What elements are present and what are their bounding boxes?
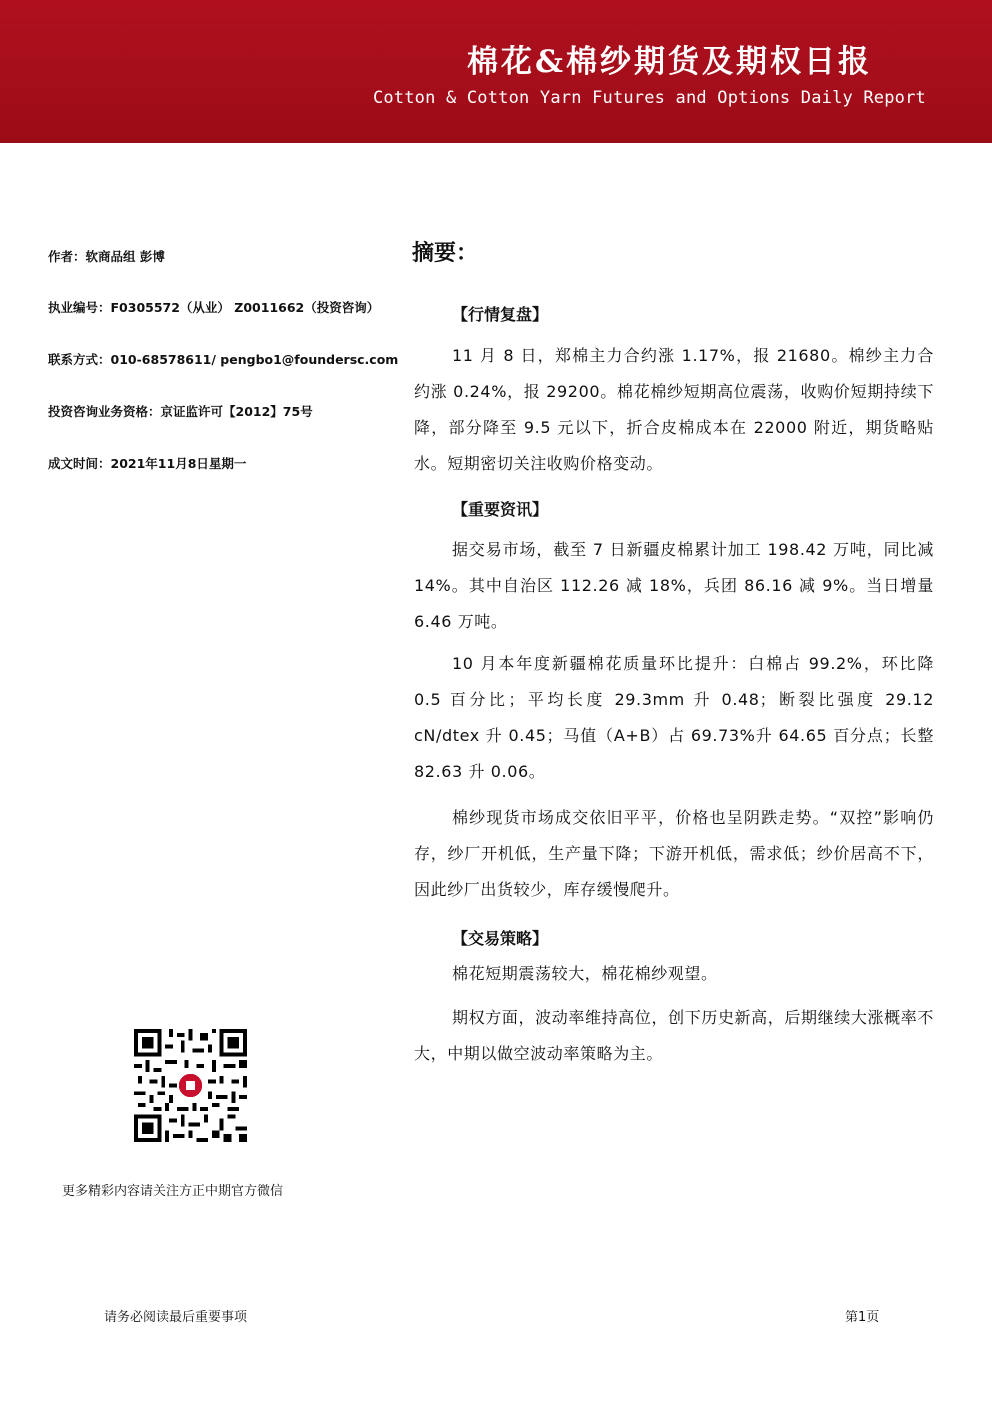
report-title: 棉花&棉纱期货及期权日报 — [467, 44, 872, 80]
date-value: 2021年11月8日星期一 — [110, 456, 247, 471]
contact-line — [48, 350, 398, 368]
strategy-paragraph-1: 棉花短期震荡较大，棉花棉纱观望。 — [452, 964, 718, 983]
section-key-news-heading: 【重要资讯】 — [452, 500, 549, 519]
license-value: F0305572（从业） Z0011662（投资咨询） — [110, 300, 380, 315]
report-subtitle: Cotton & Cotton Yarn Futures and Options Daily Report — [372, 88, 926, 108]
contact-label: 联系方式： — [48, 352, 111, 367]
market-review-paragraph: 11 月 8 日，郑棉主力合约涨 1.17%，报 21680。棉纱主力合约涨 0.24%，报 29200。棉花棉纱短期高位震荡，收购价短期持续下降，部分降至 9.5 元以下，折合皮棉成本在 22000 附近，期货略贴水。短期密切关注收购价格变动。 — [414, 346, 934, 473]
contact-value: 010-68578611/ pengbo1@foundersc.com — [110, 352, 399, 367]
date-label: 成文时间： — [48, 456, 111, 471]
license-line — [48, 298, 379, 316]
qr-caption: 更多精彩内容请关注方正中期官方微信 — [62, 1184, 284, 1199]
qualification-value: 京证监许可【2012】75号 — [160, 404, 313, 419]
key-news-paragraph-2: 10 月本年度新疆棉花质量环比提升：白棉占 99.2%，环比降 0.5 百分比；平均长度 29.3mm 升 0.48；断裂比强度 29.12 cN/dtex 升 0.45；马值（A+B）占 69.73%升 64.65 百分点；长整 82.63 升 0.06。 — [414, 654, 934, 781]
header-banner — [0, 0, 992, 143]
qualification-label: 投资咨询业务资格： — [48, 404, 161, 419]
footer-notice: 请务必阅读最后重要事项 — [104, 1310, 248, 1325]
section-strategy-heading: 【交易策略】 — [452, 929, 549, 948]
author-label: 作者： — [48, 249, 86, 264]
wechat-qr-code-icon — [134, 1029, 247, 1142]
date-line — [48, 454, 246, 472]
page-number: 第1页 — [845, 1310, 880, 1325]
key-news-paragraph-1: 据交易市场，截至 7 日新疆皮棉累计加工 198.42 万吨，同比减 14%。其中自治区 112.26 减 18%，兵团 86.16 减 9%。当日增量 6.46 万吨。 — [414, 540, 934, 631]
section-market-review-heading: 【行情复盘】 — [452, 305, 549, 324]
key-news-paragraph-3: 棉纱现货市场成交依旧平平，价格也呈阴跌走势。“双控”影响仍存，纱厂开机低，生产量下降；下游开机低，需求低；纱价居高不下，因此纱厂出货较少，库存缓慢爬升。 — [414, 808, 934, 899]
summary-title: 摘要： — [412, 241, 479, 266]
author-line — [48, 247, 165, 265]
qualification-line — [48, 402, 313, 420]
author-value: 软商品组 彭博 — [85, 249, 165, 264]
license-label: 执业编号： — [48, 300, 111, 315]
strategy-paragraph-2: 期权方面，波动率维持高位，创下历史新高，后期继续大涨概率不大，中期以做空波动率策略为主。 — [414, 1008, 934, 1063]
